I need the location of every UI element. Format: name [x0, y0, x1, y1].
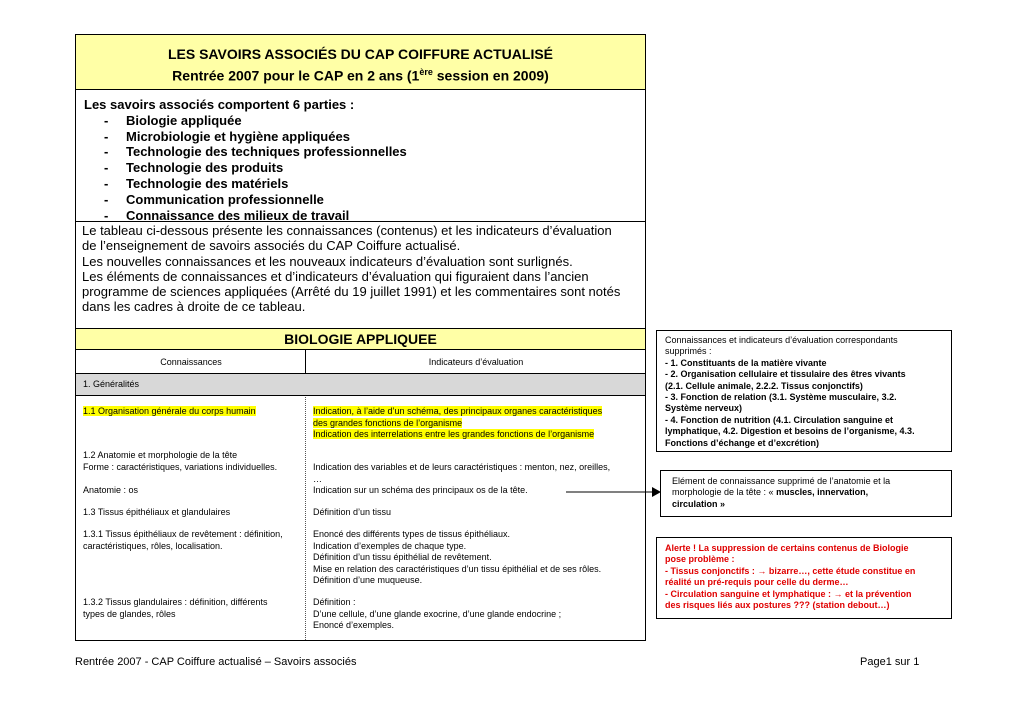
parts-item-label: Technologie des matériels	[126, 175, 289, 191]
parts-item-label: Connaissance des milieux de travail	[126, 207, 350, 223]
description-line: de l’enseignement de savoirs associés du CAP Coiffure actualisé.	[82, 238, 461, 254]
cell-line: Définition :	[313, 597, 356, 607]
description-line: Le tableau ci-dessous présente les connaissances (contenus) et les indicateurs d’évaluation	[82, 223, 612, 238]
description-box	[75, 221, 646, 329]
cell-line: 1.3.2 Tissus glandulaires : définition, différents	[83, 597, 268, 607]
arrow-connector-icon	[566, 484, 662, 500]
parts-item-label: Technologie des produits	[126, 160, 284, 176]
note-line: supprimés :	[665, 346, 712, 357]
document-title-box	[75, 34, 646, 90]
note-line: (2.1. Cellule animale, 2.2.2. Tissus conjonctifs)	[665, 380, 863, 391]
table-cell-left	[83, 597, 267, 620]
note-line: - 3. Fonction de relation (3.1. Système musculaire, 3.2.	[665, 392, 897, 403]
parts-intro: Les savoirs associés comportent 6 parties :	[84, 97, 355, 112]
note-line: - 2. Organisation cellulaire et tissulaire des êtres vivants	[665, 369, 906, 380]
cell-line: …	[313, 473, 322, 484]
cell-line: Définition d’une muqueuse.	[313, 575, 423, 586]
parts-list-item	[84, 129, 645, 145]
page-number: Page1 sur 1	[860, 656, 920, 668]
highlighted-text: 1.1 Organisation générale du corps humain	[83, 406, 256, 416]
parts-box	[75, 89, 646, 222]
parts-list-item	[84, 144, 645, 160]
footer-title: Rentrée 2007 - CAP Coiffure actualisé – Savoirs associés	[75, 656, 357, 668]
note-line: - 1. Constituants de la matière vivante	[665, 357, 827, 368]
parts-list	[84, 113, 645, 224]
cell-line: Indication des variables et de leurs caractéristiques : menton, nez, oreilles,	[313, 462, 611, 472]
column-divider	[305, 397, 306, 640]
cell-line: Enoncé des différents types de tissus épithéliaux.	[313, 529, 510, 539]
note-line: Elément de connaissance supprimé de l’anatomie et la	[672, 476, 891, 486]
header-divider	[305, 350, 306, 374]
highlighted-text: des grandes fonctions de l’organisme	[313, 417, 463, 428]
cell-line: Enoncé d’exemples.	[313, 620, 395, 631]
cell-line: Forme : caractéristiques, variations individuelles.	[83, 461, 278, 472]
table-cell-right	[313, 406, 602, 441]
header-connaissances: Connaissances	[160, 357, 222, 367]
section-title: BIOLOGIE APPLIQUEE	[75, 328, 646, 350]
note-line: - Tissus conjonctifs : → bizarre…, cette étude constitue en	[665, 565, 916, 576]
cell-line: 1.3.1 Tissus épithéliaux de revêtement : définition,	[83, 529, 283, 539]
note-line: Système nerveux)	[665, 403, 743, 414]
note-line: - 4. Fonction de nutrition (4.1. Circulation sanguine et	[665, 414, 894, 425]
cell-line: types de glandes, rôles	[83, 608, 176, 619]
note-line: réalité un pré-requis pour celle du derme…	[665, 577, 849, 588]
note-line: Alerte ! La suppression de certains contenus de Biologie	[665, 543, 909, 553]
description-line: Les nouvelles connaissances et les nouveaux indicateurs d’évaluation sont surlignés.	[82, 253, 573, 269]
parts-item-label: Biologie appliquée	[126, 112, 242, 128]
dash-marker: -	[104, 175, 109, 191]
dash-marker: -	[104, 191, 109, 207]
removed-content-note	[656, 330, 952, 452]
note-line: pose problème :	[665, 554, 735, 565]
dash-marker: -	[104, 207, 109, 223]
cell-line: D’une cellule, d’une glande exocrine, d’une glande endocrine ;	[313, 608, 562, 619]
table-cell-right	[313, 462, 610, 485]
parts-item-label: Communication professionnelle	[126, 191, 324, 207]
table-cell-right	[313, 529, 601, 587]
dash-marker: -	[104, 144, 109, 160]
table-cell-left	[83, 450, 277, 473]
general-row: 1. Généralités	[76, 374, 645, 395]
anatomy-note	[660, 470, 952, 517]
highlighted-text: Indication, à l’aide d’un schéma, des principaux organes caractéristiques	[313, 406, 603, 416]
cell-line: Indication d’exemples de chaque type.	[313, 540, 467, 551]
subtitle-text: Rentrée 2007 pour le CAP en 2 ans (1	[172, 67, 420, 84]
note-line: Fonctions d’échange et d’excrétion)	[665, 437, 820, 448]
subtitle-sup: ère	[419, 67, 433, 77]
cell-line: caractéristiques, rôles, localisation.	[83, 540, 223, 551]
highlighted-text: Indication des interrelations entre les grandes fonctions de l’organisme	[313, 429, 595, 440]
header-indicateurs: Indicateurs d’évaluation	[428, 357, 524, 367]
knowledge-table	[75, 349, 646, 641]
note-text: morphologie de la tête : «	[672, 487, 777, 498]
note-line: lymphatique, 4.2. Digestion et besoins de l’organisme, 4.3.	[665, 426, 915, 437]
parts-list-item	[84, 160, 645, 176]
dash-marker: -	[104, 160, 109, 176]
subtitle-text-end: session en 2009)	[432, 67, 549, 84]
parts-item-label: Microbiologie et hygiène appliquées	[126, 128, 350, 144]
note-line: - Circulation sanguine et lymphatique : → et la prévention	[665, 588, 912, 599]
description-line: programme de sciences appliquées (Arrêté du 19 juillet 1991) et les commentaires sont notés	[82, 284, 621, 300]
document-title: LES SAVOIRS ASSOCIÉS DU CAP COIFFURE ACTUALISÉ	[167, 46, 554, 62]
table-cell-right: Définition d’un tissu	[313, 507, 392, 517]
note-text-bold: muscles, innervation,	[776, 487, 869, 498]
note-line: circulation »	[672, 498, 726, 509]
parts-item-label: Technologie des techniques professionnelles	[126, 144, 407, 160]
cell-line: Mise en relation des caractéristiques d’un tissu épithélial et de ses rôles.	[313, 563, 602, 574]
description-line: Les éléments de connaissances et d’indicateurs d’évaluation qui figuraient dans l’ancien	[82, 268, 589, 284]
description-line: dans les cadres à droite de ce tableau.	[82, 299, 306, 315]
cell-line: Définition d’un tissu épithélial de revêtement.	[313, 552, 492, 563]
note-line	[672, 487, 951, 498]
parts-list-item	[84, 113, 645, 129]
dash-marker: -	[104, 112, 109, 128]
table-cell-left	[83, 529, 283, 552]
table-cell-right	[313, 597, 561, 632]
parts-list-item	[84, 192, 645, 208]
dash-marker: -	[104, 128, 109, 144]
document-subtitle	[76, 63, 645, 85]
table-cell-left: Anatomie : os	[83, 485, 139, 495]
general-rule	[76, 395, 645, 396]
note-line: des risques liés aux postures ??? (station debout…)	[665, 600, 890, 611]
alert-note	[656, 537, 952, 619]
cell-line: 1.2 Anatomie et morphologie de la tête	[83, 450, 238, 460]
table-cell-left: 1.3 Tissus épithéliaux et glandulaires	[83, 507, 231, 517]
table-cell-right: Indication sur un schéma des principaux os de la tête.	[313, 485, 528, 495]
table-cell-left	[83, 406, 256, 418]
note-line: Connaissances et indicateurs d’évaluation correspondants	[665, 335, 898, 345]
parts-list-item	[84, 176, 645, 192]
